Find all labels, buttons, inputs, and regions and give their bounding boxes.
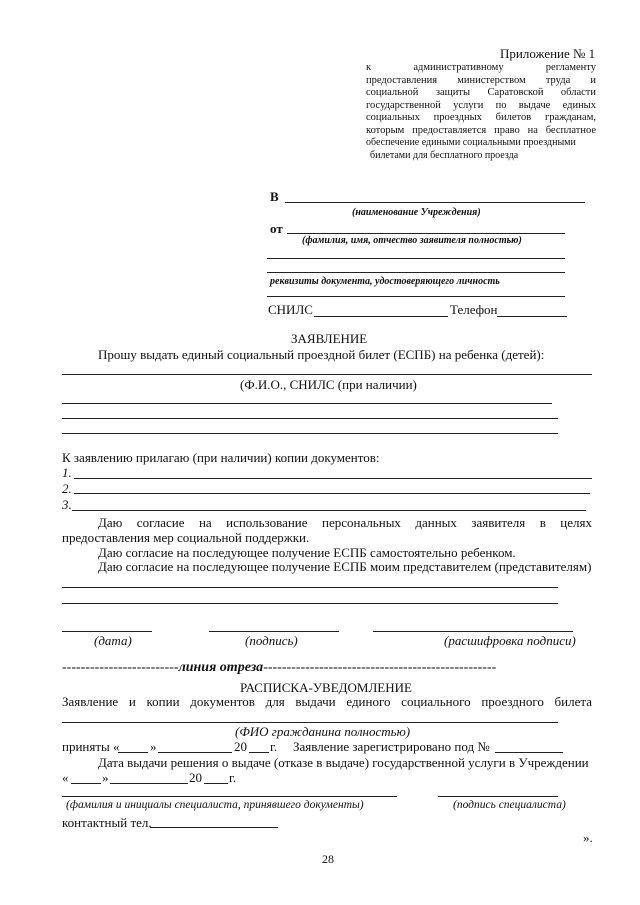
specialist-sign-line[interactable]	[438, 796, 558, 797]
specialist-sign-caption: (подпись специалиста)	[453, 799, 566, 811]
appendix-line-1	[366, 62, 596, 75]
applicant-caption: (фамилия, имя, отчество заявителя полностью)	[302, 235, 522, 246]
child-line-2[interactable]	[62, 403, 552, 404]
consent-2: Даю согласие на последующее получение ЕСПБ самостоятельно ребенком.	[98, 545, 516, 560]
decision-mid: »	[102, 770, 109, 785]
child-line-3[interactable]	[62, 418, 558, 419]
appendix-line-6	[366, 125, 596, 138]
decision-month-line[interactable]	[110, 783, 188, 784]
accepted-year-suffix: г.	[270, 739, 278, 754]
document-caption: реквизиты документа, удостоверяющего личность	[270, 276, 500, 287]
cut-label: линия отреза	[178, 660, 264, 675]
appendix-line-3	[366, 87, 596, 100]
specialist-caption: (фамилия и инициалы специалиста, принявшего документы)	[66, 799, 364, 811]
appendix-line-text: к административному регламенту	[366, 62, 596, 73]
appendix-line-8: билетами для бесплатного проезда	[370, 149, 519, 161]
to-label: В	[270, 189, 279, 204]
attach-item-1: 1.	[62, 465, 72, 480]
contact-line[interactable]	[150, 827, 278, 828]
accepted-day-line[interactable]	[118, 752, 148, 753]
decision-text: Дата выдачи решения о выдаче (отказе в выдаче) государственной услуги в Учреждении	[98, 755, 589, 770]
document-line[interactable]	[267, 272, 565, 273]
decision-open: «	[62, 770, 69, 785]
accepted-year-prefix: 20	[234, 739, 247, 754]
decision-year-line[interactable]	[204, 783, 228, 784]
from-label: от	[270, 221, 283, 236]
representative-line-2[interactable]	[62, 603, 558, 604]
cut-line	[62, 660, 496, 676]
accepted-year-line[interactable]	[249, 752, 269, 753]
institution-line[interactable]	[285, 202, 585, 203]
decode-line[interactable]	[373, 631, 573, 632]
appendix-title: Приложение № 1	[500, 46, 596, 61]
appendix-line-text: социальных проездных билетов гражданам,	[366, 112, 596, 123]
appendix-line-4	[366, 100, 596, 113]
appendix-line-2	[366, 75, 596, 88]
decision-year: 20	[189, 770, 202, 785]
date-caption: (дата)	[94, 633, 132, 648]
appendix-line-text: которым предоставляется право на бесплатное	[366, 124, 596, 136]
attach-item-3: 3.	[62, 497, 72, 512]
consent-3: Даю согласие на последующее получение ЕСПБ моим представителем (представителям)	[98, 559, 592, 574]
snils-label: СНИЛС	[268, 302, 313, 317]
applicant-line-2[interactable]	[267, 258, 565, 259]
appendix-line-text: предоставления министерством труда и	[366, 74, 596, 86]
application-title: ЗАЯВЛЕНИЕ	[291, 331, 368, 346]
request-text: Прошу выдать единый социальный проездной билет (ЕСПБ) на ребенка (детей):	[98, 347, 545, 362]
decision-day-line[interactable]	[71, 783, 101, 784]
decision-suffix: г.	[229, 770, 237, 785]
appendix-line-7: обеспечение едиными социальными проездными	[366, 137, 576, 148]
child-line-4[interactable]	[62, 433, 558, 434]
child-line-1[interactable]	[62, 374, 592, 375]
accepted-mid: »	[150, 739, 157, 754]
consent-1a	[98, 515, 592, 531]
representative-line-1[interactable]	[62, 587, 558, 588]
accepted-prefix: приняты «	[62, 739, 120, 754]
phone-line[interactable]	[497, 316, 567, 317]
consent-1b: предоставления мер социальной поддержки.	[62, 530, 310, 545]
fio-caption: (ФИО гражданина полностью)	[235, 724, 411, 739]
cut-dashes-right: --------------------------------------------------	[263, 660, 497, 675]
child-caption: (Ф.И.О., СНИЛС (при наличии)	[240, 377, 417, 392]
page-number: 28	[322, 852, 334, 866]
appendix-line-text: государственной услуги по выдаче единых	[366, 99, 596, 111]
receipt-title: РАСПИСКА-УВЕДОМЛЕНИЕ	[240, 680, 412, 695]
signature-caption: (подпись)	[245, 633, 298, 648]
signature-line[interactable]	[209, 631, 339, 632]
phone-label: Телефон	[450, 302, 498, 317]
document-line-2[interactable]	[267, 296, 565, 297]
institution-caption: (наименование Учреждения)	[352, 207, 481, 218]
accepted-month-line[interactable]	[158, 752, 232, 753]
attach-intro: К заявлению прилагаю (при наличии) копии документов:	[62, 450, 380, 465]
attach-item-2: 2.	[62, 481, 72, 496]
attach-line-3[interactable]	[72, 510, 586, 511]
cut-dashes-left: -------------------------	[62, 660, 179, 675]
attach-line-1[interactable]	[74, 478, 592, 479]
decode-caption: (расшифровка подписи)	[444, 633, 576, 648]
appendix-line-5	[366, 112, 596, 125]
registered-number-line[interactable]	[495, 752, 563, 753]
receipt-statement-text: Заявление и копии документов для выдачи единого социального проездного билета	[62, 694, 592, 709]
appendix-line-text: социальной защиты Саратовской области	[366, 87, 596, 98]
closing-mark: ».	[583, 830, 593, 845]
registered-label: Заявление зарегистрировано под №	[293, 739, 490, 754]
specialist-line[interactable]	[62, 796, 397, 797]
consent-1a-text: Даю согласие на использование персональных данных заявителя в целях	[98, 515, 592, 530]
attach-line-2[interactable]	[74, 493, 590, 494]
receipt-statement	[62, 694, 592, 710]
snils-line[interactable]	[314, 316, 448, 317]
contact-label: контактный тел.	[62, 815, 152, 830]
date-line[interactable]	[62, 631, 152, 632]
applicant-line[interactable]	[287, 233, 565, 234]
fio-line[interactable]	[62, 722, 558, 723]
